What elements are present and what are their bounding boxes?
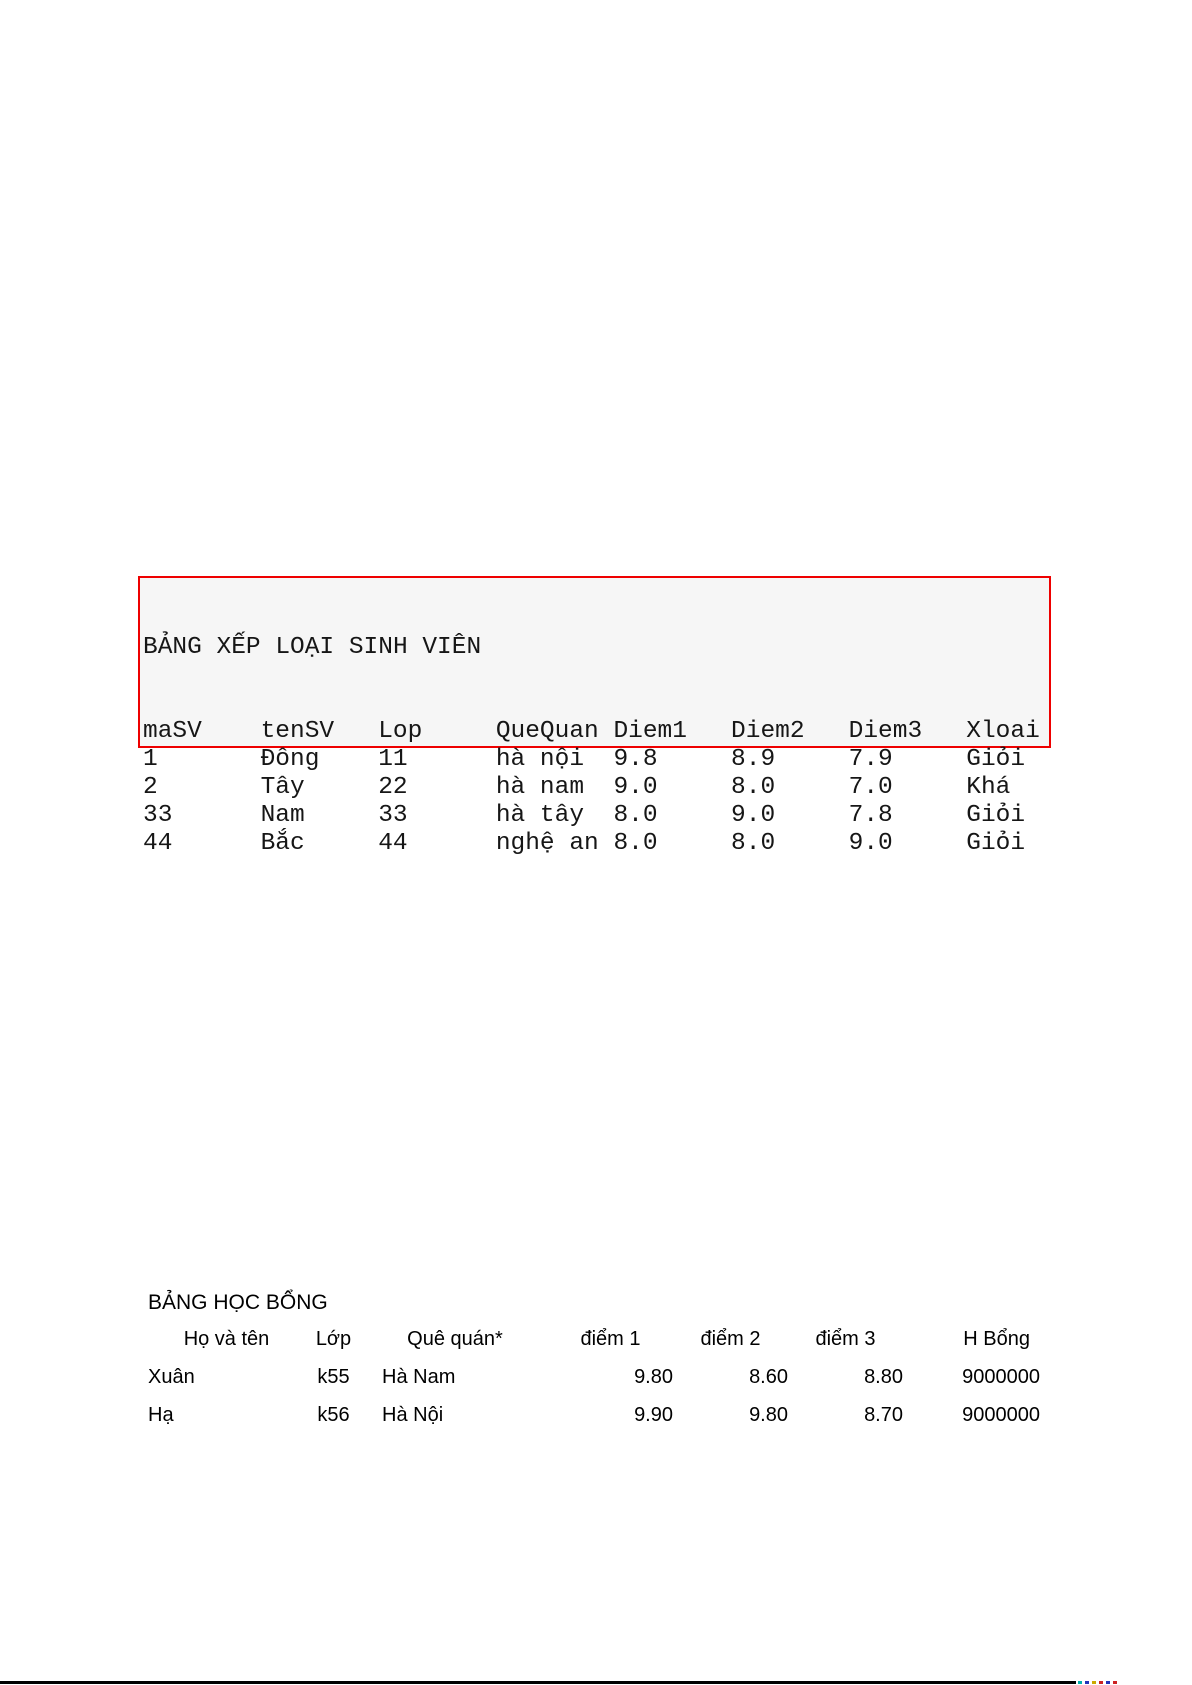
classification-cell: 8.9 [731,746,776,773]
scholarship-data-cell: Hà Nam [382,1365,456,1388]
page-bottom-bar [0,1681,1076,1684]
classification-cell: Giỏi [966,746,1026,773]
classification-cell: maSV [143,718,202,745]
classification-header-row [143,718,1049,746]
classification-cell: Đông [260,746,320,773]
classification-cell: 7.0 [848,774,893,801]
scholarship-data-cell: k55 [317,1365,350,1388]
classification-cell: 9.8 [613,746,658,773]
classification-data-row [143,802,1049,830]
scholarship-data-cell: 9000000 [962,1365,1040,1388]
classification-cell: 8.0 [613,802,658,829]
scholarship-data-cell: Hà Nội [382,1403,444,1426]
classification-cell: tenSV [260,718,335,745]
classification-cell: 1 [143,746,158,773]
scholarship-data-cell: Xuân [148,1365,195,1388]
classification-cell: 33 [378,802,408,829]
classification-cell: 44 [143,830,173,857]
classification-cell: 9.0 [848,830,893,857]
classification-data-row [143,830,1049,858]
classification-cell: Diem3 [848,718,923,745]
watermark-dash [1085,1681,1089,1684]
classification-cell: 2 [143,774,158,801]
scholarship-data-cell: 9.90 [634,1403,673,1426]
scholarship-header-cell: Lớp [315,1327,352,1350]
classification-cell: 8.0 [731,830,776,857]
classification-cell: 11 [378,746,408,773]
classification-cell: Diem1 [613,718,687,745]
scholarship-data-cell: 9.80 [749,1403,788,1426]
watermark-fragment [1078,1681,1117,1684]
classification-cell: nghệ an [495,830,599,857]
classification-cell: Diem2 [731,718,805,745]
watermark-dash [1078,1681,1082,1684]
classification-cell: Nam [260,802,305,829]
scholarship-table-grid [148,1320,1040,1434]
scholarship-data-cell: k56 [317,1403,350,1426]
classification-cell: Tây [260,774,305,801]
scholarship-table-title: BẢNG HỌC BỔNG [148,1291,328,1314]
classification-table-title: BẢNG XẾP LOẠI SINH VIÊN [143,634,482,661]
classification-cell: 9.0 [731,802,776,829]
classification-cell: 44 [378,830,408,857]
scholarship-data-cell: 9000000 [962,1403,1040,1426]
classification-cell: Giỏi [966,802,1026,829]
scholarship-header-cell: điểm 2 [700,1327,761,1350]
watermark-dash [1106,1681,1110,1684]
classification-table-body [143,718,1049,858]
classification-cell: Khá [966,774,1011,801]
classification-cell: 22 [378,774,408,801]
scholarship-data-cell: 8.60 [749,1365,788,1388]
classification-cell: Bắc [260,830,305,857]
classification-cell: hà nam [495,774,585,801]
scholarship-data-cell: 9.80 [634,1365,673,1388]
classification-cell: QueQuan [495,718,599,745]
classification-cell: hà tây [495,802,585,829]
scholarship-data-cell: Hạ [148,1403,174,1426]
watermark-dash [1092,1681,1096,1684]
watermark-dash [1099,1681,1103,1684]
watermark-dash [1113,1681,1117,1684]
classification-data-row [143,746,1049,774]
classification-cell: 33 [143,802,173,829]
classification-cell: Giỏi [966,830,1026,857]
classification-cell: 9.0 [613,774,658,801]
scholarship-header-cell: điểm 3 [815,1327,876,1350]
classification-data-row [143,774,1049,802]
classification-cell: 7.8 [848,802,893,829]
classification-cell: hà nội [495,746,585,773]
classification-cell: Xloai [966,718,1040,745]
scholarship-header-cell: điểm 1 [580,1327,641,1350]
scholarship-data-cell: 8.70 [864,1403,903,1426]
classification-cell: Lop [378,718,423,745]
classification-cell: 8.0 [613,830,658,857]
scholarship-header-cell: Quê quán* [407,1327,503,1350]
classification-table [138,576,1051,857]
scholarship-header-cell: Họ và tên [183,1327,270,1350]
classification-cell: 8.0 [731,774,776,801]
scholarship-data-cell: 8.80 [864,1365,903,1388]
scholarship-header-cell: H Bổng [963,1327,1030,1350]
classification-cell: 7.9 [848,746,893,773]
